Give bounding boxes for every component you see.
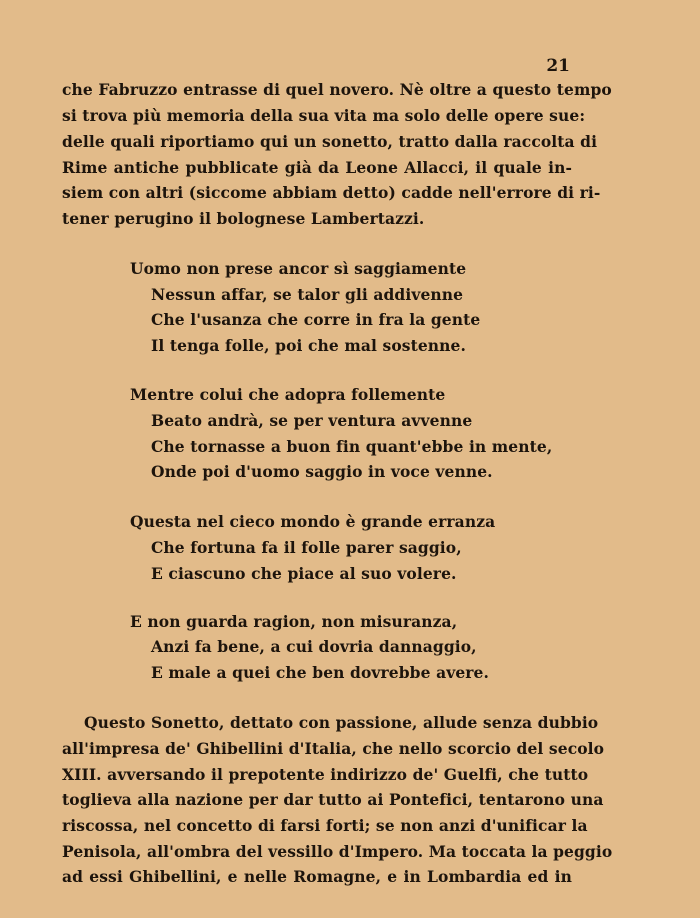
sonnet-verse: Che tornasse a buon fin quant'ebbe in mente,: [151, 437, 553, 456]
sonnet-verse: E non guarda ragion, non misuranza,: [130, 612, 458, 631]
commentary-line: all'impresa de' Ghibellini d'Italia, che nello scorcio del secolo: [62, 739, 605, 758]
sonnet-verse: Che l'usanza che corre in fra la gente: [151, 310, 481, 329]
commentary-line: Penisola, all'ombra del vessillo d'Impero. Ma toccata la peggio: [62, 842, 613, 861]
commentary-line: Questo Sonetto, dettato con passione, allude senza dubbio: [84, 713, 599, 732]
commentary-line: ad essi Ghibellini, e nelle Romagne, e in Lombardia ed in: [62, 867, 572, 886]
commentary-line: XIII. avversando il prepotente indirizzo de' Guelfi, che tutto: [62, 765, 589, 784]
sonnet-verse: Uomo non prese ancor sì saggiamente: [130, 259, 467, 278]
intro-line: siem con altri (siccome abbiam detto) cadde nell'errore di ri-: [62, 183, 601, 202]
sonnet-verse: Mentre colui che adopra follemente: [130, 385, 446, 404]
sonnet-verse: Il tenga folle, poi che mal sostenne.: [151, 336, 467, 355]
intro-line: si trova più memoria della sua vita ma solo delle opere sue:: [62, 106, 586, 125]
commentary-line: riscossa, nel concetto di farsi forti; se non anzi d'unificar la: [62, 816, 588, 835]
sonnet-verse: Nessun affar, se talor gli addivenne: [151, 285, 464, 304]
commentary-line: toglieva alla nazione per dar tutto ai Pontefici, tentarono una: [62, 790, 604, 809]
page-number: 21: [546, 56, 570, 76]
intro-line: che Fabruzzo entrasse di quel novero. Nè oltre a questo tempo: [62, 80, 612, 99]
intro-line: delle quali riportiamo qui un sonetto, tratto dalla raccolta di: [62, 132, 598, 151]
sonnet-verse: Che fortuna fa il folle parer saggio,: [151, 538, 462, 557]
sonnet-verse: Onde poi d'uomo saggio in voce venne.: [151, 462, 493, 481]
intro-line: tener perugino il bolognese Lambertazzi.: [62, 209, 425, 228]
intro-line: Rime antiche pubblicate già da Leone Allacci, il quale in-: [62, 158, 572, 177]
sonnet-verse: E ciascuno che piace al suo volere.: [151, 564, 457, 583]
sonnet-verse: Anzi fa bene, a cui dovria dannaggio,: [151, 637, 477, 656]
sonnet-verse: Questa nel cieco mondo è grande erranza: [130, 512, 496, 531]
sonnet-verse: E male a quei che ben dovrebbe avere.: [151, 663, 490, 682]
sonnet-verse: Beato andrà, se per ventura avvenne: [151, 411, 473, 430]
